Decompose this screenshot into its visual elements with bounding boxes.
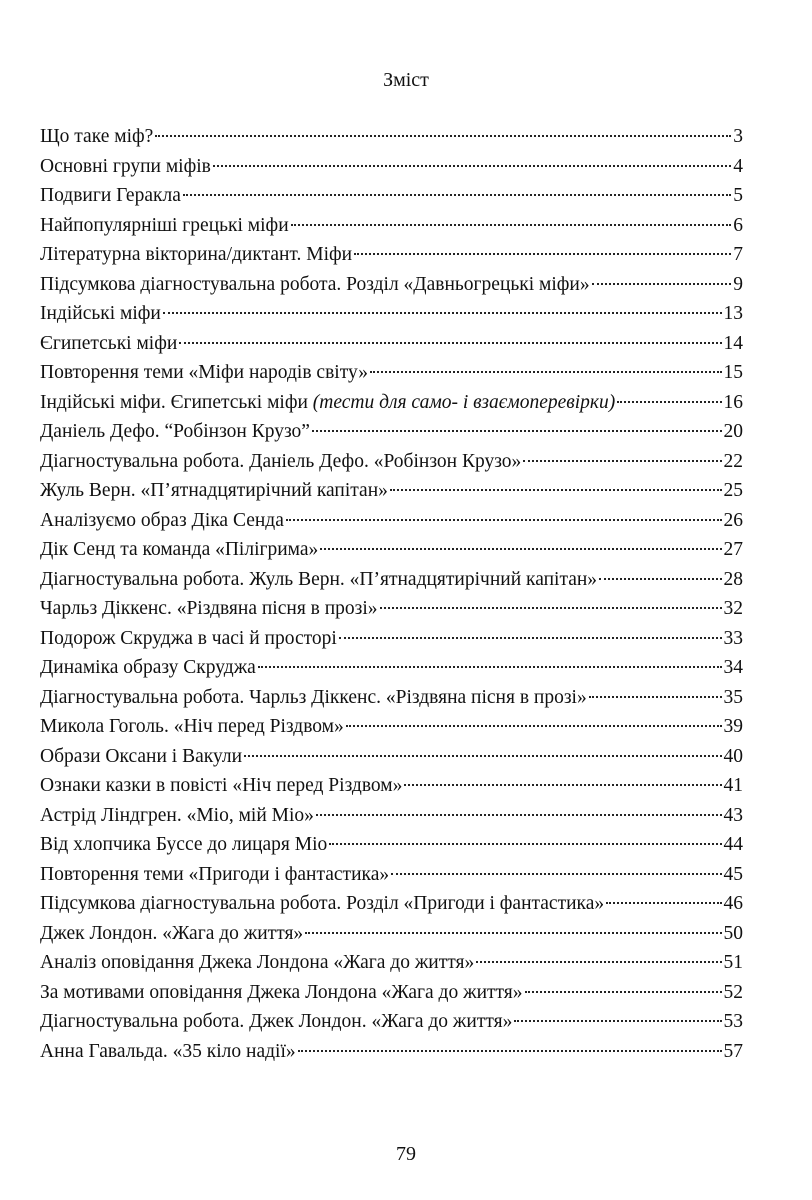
toc-entry-title-text: Повторення теми «Міфи народів світу»	[40, 362, 368, 384]
dot-leader	[404, 784, 721, 786]
toc-entry-title-text: Джек Лондон. «Жага до життя»	[40, 922, 304, 944]
toc-entry-page: 13	[723, 303, 743, 325]
toc-entry	[40, 594, 743, 624]
toc-entry-page: 15	[723, 362, 743, 384]
toc-entry	[40, 860, 743, 890]
toc-entry	[40, 417, 743, 447]
toc-entry-title-text: Подвиги Геракла	[40, 185, 181, 207]
dot-leader	[525, 991, 722, 993]
toc-entry-title	[40, 1007, 512, 1037]
toc-entry	[40, 653, 743, 683]
toc-entry-title	[40, 417, 310, 447]
dot-leader	[592, 283, 732, 285]
toc-entry-title-text: Астрід Ліндгрен. «Міо, мій Міо»	[40, 804, 314, 826]
toc-entry	[40, 506, 743, 536]
toc-entry-title	[40, 919, 303, 949]
toc-entry-title	[40, 535, 318, 565]
toc-entry-title-text: Діагностувальна робота. Даніель Дефо. «Робінзон Крузо»	[40, 450, 522, 472]
dot-leader	[617, 401, 721, 403]
toc-entry-title-text: Даніель Дефо. “Робінзон Крузо”	[40, 421, 310, 443]
toc-entry	[40, 329, 743, 359]
dot-leader	[391, 873, 721, 875]
toc-entry-title-text: Основні групи міфів	[40, 155, 211, 177]
toc-entry	[40, 919, 743, 949]
toc-entry-page: 14	[723, 332, 743, 354]
dot-leader	[346, 725, 722, 727]
toc-entry-title-text: Найпопулярніші грецькі міфи	[40, 214, 289, 236]
toc-entry-title-text: Образи Оксани і Вакули	[40, 745, 242, 767]
dot-leader	[606, 902, 721, 904]
toc-entry-title	[40, 152, 211, 182]
toc-entry-page: 51	[723, 952, 743, 974]
toc-entry	[40, 535, 743, 565]
toc-entry-title-text: Ознаки казки в повісті «Ніч перед Різдвом»	[40, 775, 403, 797]
toc-entry-page: 4	[733, 155, 743, 177]
toc-entry-page: 5	[733, 185, 743, 207]
toc-entry-title	[40, 594, 378, 624]
toc-entry-title	[40, 978, 523, 1008]
page-number: 79	[396, 1143, 416, 1165]
toc-entry-title-text: Індійські міфи. Єгипетські міфи	[40, 391, 313, 413]
toc-entry-title-text: Діагностувальна робота. Джек Лондон. «Жага до життя»	[40, 1011, 513, 1033]
toc-entry-title-text: Від хлопчика Буссе до лицаря Міо	[40, 834, 328, 856]
dot-leader	[312, 430, 722, 432]
toc-entry-title	[40, 1037, 296, 1067]
toc-entry-page: 27	[723, 539, 743, 561]
toc-entry-title	[40, 889, 604, 919]
toc-entry-title	[40, 447, 521, 477]
toc-entry-page: 22	[723, 450, 743, 472]
toc-entry-page: 25	[723, 480, 743, 502]
toc-entry	[40, 358, 743, 388]
toc-entry-title-text: За мотивами оповідання Джека Лондона «Жага до життя»	[40, 981, 523, 1003]
toc-entry-title-text: Динаміка образу Скруджа	[40, 657, 256, 679]
toc-entry	[40, 978, 743, 1008]
toc-entry	[40, 771, 743, 801]
toc-entry	[40, 1007, 743, 1037]
toc-entry-page: 26	[723, 509, 743, 531]
toc-entry	[40, 181, 743, 211]
dot-leader	[320, 548, 721, 550]
toc-entry	[40, 742, 743, 772]
toc-entry-title-text: Чарльз Діккенс. «Різдвяна пісня в прозі»	[40, 598, 378, 620]
toc-entry-title	[40, 388, 615, 418]
dot-leader	[213, 165, 731, 167]
toc-entry	[40, 299, 743, 329]
toc-entry-page: 32	[723, 598, 743, 620]
toc-entry	[40, 122, 743, 152]
dot-leader	[370, 371, 722, 373]
dot-leader	[305, 932, 721, 934]
dot-leader	[514, 1020, 721, 1022]
dot-leader	[390, 489, 722, 491]
toc-entry-title	[40, 476, 388, 506]
dot-leader	[589, 696, 722, 698]
toc-entry-page: 3	[733, 126, 743, 147]
toc-entry-page: 16	[723, 391, 743, 413]
toc-entry-page: 34	[723, 657, 743, 679]
toc-entry-title	[40, 860, 389, 890]
toc-entry	[40, 270, 743, 300]
toc-entry-page: 46	[723, 893, 743, 915]
toc-entry-page: 57	[723, 1040, 743, 1062]
toc-entry-title	[40, 624, 337, 654]
dot-leader	[599, 578, 721, 580]
toc-entry-title	[40, 565, 597, 595]
dot-leader	[163, 312, 722, 314]
toc-entry	[40, 565, 743, 595]
toc-entry-title	[40, 181, 181, 211]
toc-entry	[40, 447, 743, 477]
toc-entry-page: 28	[723, 568, 743, 590]
dot-leader	[380, 607, 722, 609]
toc-entry-title	[40, 506, 284, 536]
toc-entry-page: 9	[733, 273, 743, 295]
toc-entry-title-text: Що таке міф?	[40, 126, 154, 147]
toc-entry-page: 41	[723, 775, 743, 797]
toc-entry-page: 35	[723, 686, 743, 708]
toc-entry-title	[40, 211, 289, 241]
toc-entry-page: 6	[733, 214, 743, 236]
toc-entry-page: 20	[723, 421, 743, 443]
toc-entry-title-text: Микола Гоголь. «Ніч перед Різдвом»	[40, 716, 344, 738]
toc-entry	[40, 388, 743, 418]
toc-entry-title-text: Індійські міфи	[40, 303, 161, 325]
toc-entry-title	[40, 358, 368, 388]
toc-entry-title-text: Аналіз оповідання Джека Лондона «Жага до життя»	[40, 952, 475, 974]
toc-entry-page: 52	[723, 981, 743, 1003]
dot-leader	[339, 637, 722, 639]
toc-entry-title-text: Єгипетські міфи	[40, 332, 178, 354]
dot-leader	[258, 666, 722, 668]
toc-entry	[40, 240, 743, 270]
toc-entry-title-text: Літературна вікторина/диктант. Міфи	[40, 244, 353, 266]
dot-leader	[291, 224, 732, 226]
toc-entry	[40, 1037, 743, 1067]
dot-leader	[329, 843, 721, 845]
toc-entry-title-text: Діагностувальна робота. Жуль Верн. «П’ятнадцятирічний капітан»	[40, 568, 598, 590]
toc-entry	[40, 948, 743, 978]
toc-entry-title	[40, 299, 161, 329]
toc-entry-page: 40	[723, 745, 743, 767]
toc-entry-title	[40, 801, 314, 831]
dot-leader	[183, 194, 731, 196]
toc-entry-page: 33	[723, 627, 743, 649]
dot-leader	[298, 1050, 722, 1052]
toc-entry-title-text: Діагностувальна робота. Чарльз Діккенс. «Різдвяна пісня в прозі»	[40, 686, 587, 708]
toc-entry-page: 43	[723, 804, 743, 826]
toc-entry-page: 7	[733, 244, 743, 266]
toc-entry	[40, 712, 743, 742]
toc-entry	[40, 476, 743, 506]
toc-entry	[40, 801, 743, 831]
dot-leader	[155, 135, 731, 137]
toc-entry-title	[40, 830, 327, 860]
toc-entry-title-text: Підсумкова діагностувальна робота. Розділ «Давньогрецькі міфи»	[40, 273, 590, 295]
dot-leader	[523, 460, 721, 462]
dot-leader	[244, 755, 722, 757]
toc-entry-page: 39	[723, 716, 743, 738]
dot-leader	[179, 342, 721, 344]
dot-leader	[316, 814, 722, 816]
table-of-contents	[40, 122, 743, 1067]
toc-entry	[40, 152, 743, 182]
dot-leader	[286, 519, 722, 521]
toc-entry	[40, 889, 743, 919]
toc-entry-title-text: Дік Сенд та команда «Пілігрима»	[40, 539, 319, 561]
toc-entry-title	[40, 683, 587, 713]
toc-entry	[40, 683, 743, 713]
toc-entry	[40, 624, 743, 654]
toc-entry-page: 50	[723, 922, 743, 944]
toc-entry-title-text: Анна Гавальда. «35 кіло надії»	[40, 1040, 296, 1062]
toc-entry-page: 53	[723, 1011, 743, 1033]
toc-entry-title	[40, 270, 590, 300]
dot-leader	[354, 253, 731, 255]
toc-entry	[40, 211, 743, 241]
toc-entry-title-text: Підсумкова діагностувальна робота. Розділ «Пригоди і фантастика»	[40, 893, 605, 915]
toc-entry-title	[40, 329, 177, 359]
toc-entry-page: 44	[723, 834, 743, 856]
toc-entry-title	[40, 240, 352, 270]
toc-entry-title	[40, 122, 153, 152]
toc-entry-page: 45	[723, 863, 743, 885]
dot-leader	[476, 961, 721, 963]
toc-entry-title-text: Аналізуємо образ Діка Сенда	[40, 509, 284, 531]
toc-entry-title	[40, 712, 344, 742]
toc-entry-title-text: Повторення теми «Пригоди і фантастика»	[40, 863, 390, 885]
toc-entry-title	[40, 948, 474, 978]
page-title: Зміст	[383, 69, 429, 91]
toc-entry-note: (тести для само- і взаємоперевірки)	[312, 391, 616, 413]
toc-entry-title-text: Жуль Верн. «П’ятнадцятирічний капітан»	[40, 480, 388, 502]
toc-entry-title	[40, 771, 402, 801]
toc-entry-title-text: Подорож Скруджа в часі й просторі	[40, 627, 337, 649]
toc-entry	[40, 830, 743, 860]
toc-entry-title	[40, 653, 256, 683]
toc-entry-title	[40, 742, 242, 772]
